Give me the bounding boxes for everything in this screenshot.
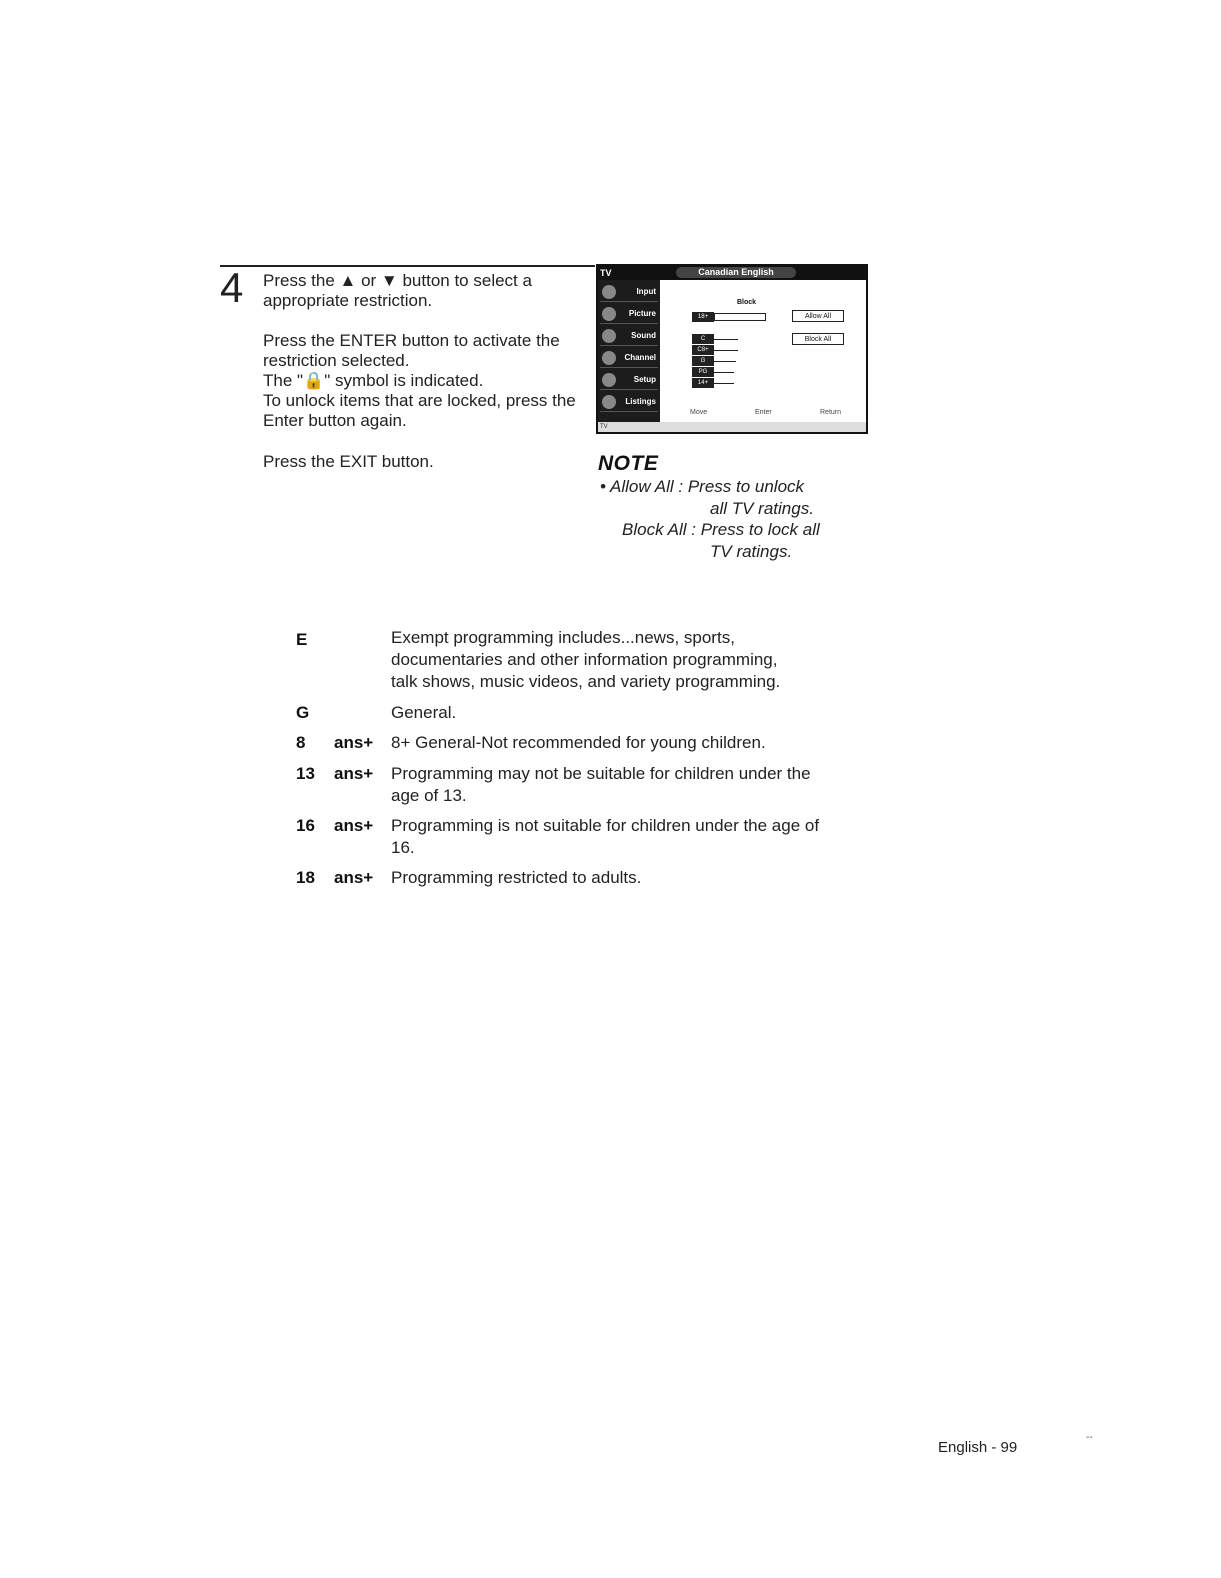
step-divider — [220, 265, 595, 267]
rating-description: Programming may not be suitable for children under the age of 13. — [391, 764, 811, 805]
rating-subcode: ans+ — [334, 868, 374, 887]
osd-title-center: Canadian English — [676, 267, 796, 278]
rating-description: 8+ General-Not recommended for young children. — [391, 733, 766, 752]
rating-description: Programming restricted to adults. — [391, 868, 642, 887]
rating-code: G — [296, 703, 310, 722]
osd-rating-row[interactable]: PG — [692, 367, 714, 377]
channel-icon — [602, 351, 616, 365]
osd-rating-line — [714, 383, 734, 384]
page-number: English - 99 — [938, 1439, 1018, 1456]
rating-code: 13 — [296, 764, 315, 783]
input-icon — [602, 285, 616, 299]
rating-code: 8 — [296, 733, 306, 752]
osd-rating-line — [714, 361, 736, 362]
osd-screen — [596, 264, 868, 434]
osd-menu-setup[interactable]: Setup — [600, 370, 658, 390]
osd-side-menu — [598, 280, 660, 422]
osd-hint-return: Return — [820, 409, 842, 416]
rating-subcode: ans+ — [334, 733, 374, 752]
rating-subcode: ans+ — [334, 764, 374, 783]
step-instruction-exit: Press the EXIT button. — [263, 452, 434, 471]
osd-rating-bar — [714, 313, 766, 321]
osd-footer: TV — [598, 422, 866, 432]
rating-description: Programming is not suitable for children under the age of 16. — [391, 816, 820, 857]
setup-icon — [602, 373, 616, 387]
instruction-line: The "🔒" symbol is indicated. — [263, 371, 484, 390]
osd-allow-all-button[interactable]: Allow All — [792, 310, 844, 322]
osd-title-left: TV — [600, 268, 612, 278]
osd-rating-row[interactable]: 14+ — [692, 378, 714, 388]
footer-mark: -- — [1086, 1432, 1093, 1443]
note-allow-all: • Allow All : Press to unlock — [600, 477, 805, 496]
instruction-line: appropriate restriction. — [263, 291, 433, 310]
instruction-line: Press the ▲ or ▼ button to select a — [263, 271, 532, 290]
rating-code: 18 — [296, 868, 315, 887]
instruction-line: restriction selected. — [263, 351, 410, 370]
sound-icon — [602, 329, 616, 343]
osd-hint-move: Move — [690, 409, 708, 416]
rating-description: General. — [391, 703, 457, 722]
osd-rating-line — [714, 372, 734, 373]
osd-rating-row[interactable]: C — [692, 334, 714, 344]
instruction-line: Enter button again. — [263, 411, 407, 430]
note-block-all-cont: TV ratings. — [710, 542, 793, 561]
osd-rating-row[interactable]: C8+ — [692, 345, 714, 355]
osd-bottom-hints — [660, 404, 866, 422]
listings-icon — [602, 395, 616, 409]
rating-code: E — [296, 630, 308, 649]
step-instruction-enter — [263, 331, 593, 431]
osd-rating-row[interactable]: G — [692, 356, 714, 366]
note-allow-all-cont: all TV ratings. — [710, 499, 814, 518]
osd-menu-picture[interactable]: Picture — [600, 304, 658, 324]
instruction-line: Press the ENTER button to activate the — [263, 331, 560, 350]
osd-block-label: Block — [737, 299, 757, 306]
osd-title-bar — [598, 266, 866, 280]
osd-menu-sound[interactable]: Sound — [600, 326, 658, 346]
osd-hint-enter: Enter — [755, 409, 772, 416]
note-title: NOTE — [598, 452, 659, 475]
rating-subcode: ans+ — [334, 816, 374, 835]
picture-icon — [602, 307, 616, 321]
step-number: 4 — [220, 264, 244, 311]
step-instruction-select — [263, 271, 573, 311]
rating-code: 16 — [296, 816, 315, 835]
osd-menu-channel[interactable]: Channel — [600, 348, 658, 368]
osd-menu-listings[interactable]: Listings — [600, 392, 658, 412]
osd-rating-line — [714, 339, 738, 340]
osd-rating-row[interactable]: 18+ — [692, 312, 714, 322]
osd-menu-input[interactable]: Input — [600, 282, 658, 302]
instruction-line: To unlock items that are locked, press the — [263, 391, 576, 410]
rating-description: Exempt programming includes...news, sports, documentaries and other information programming, talk shows, music videos, and variety programming. — [391, 628, 781, 691]
note-block-all: Block All : Press to lock all — [622, 520, 820, 539]
osd-rating-line — [714, 350, 738, 351]
osd-block-all-button[interactable]: Block All — [792, 333, 844, 345]
